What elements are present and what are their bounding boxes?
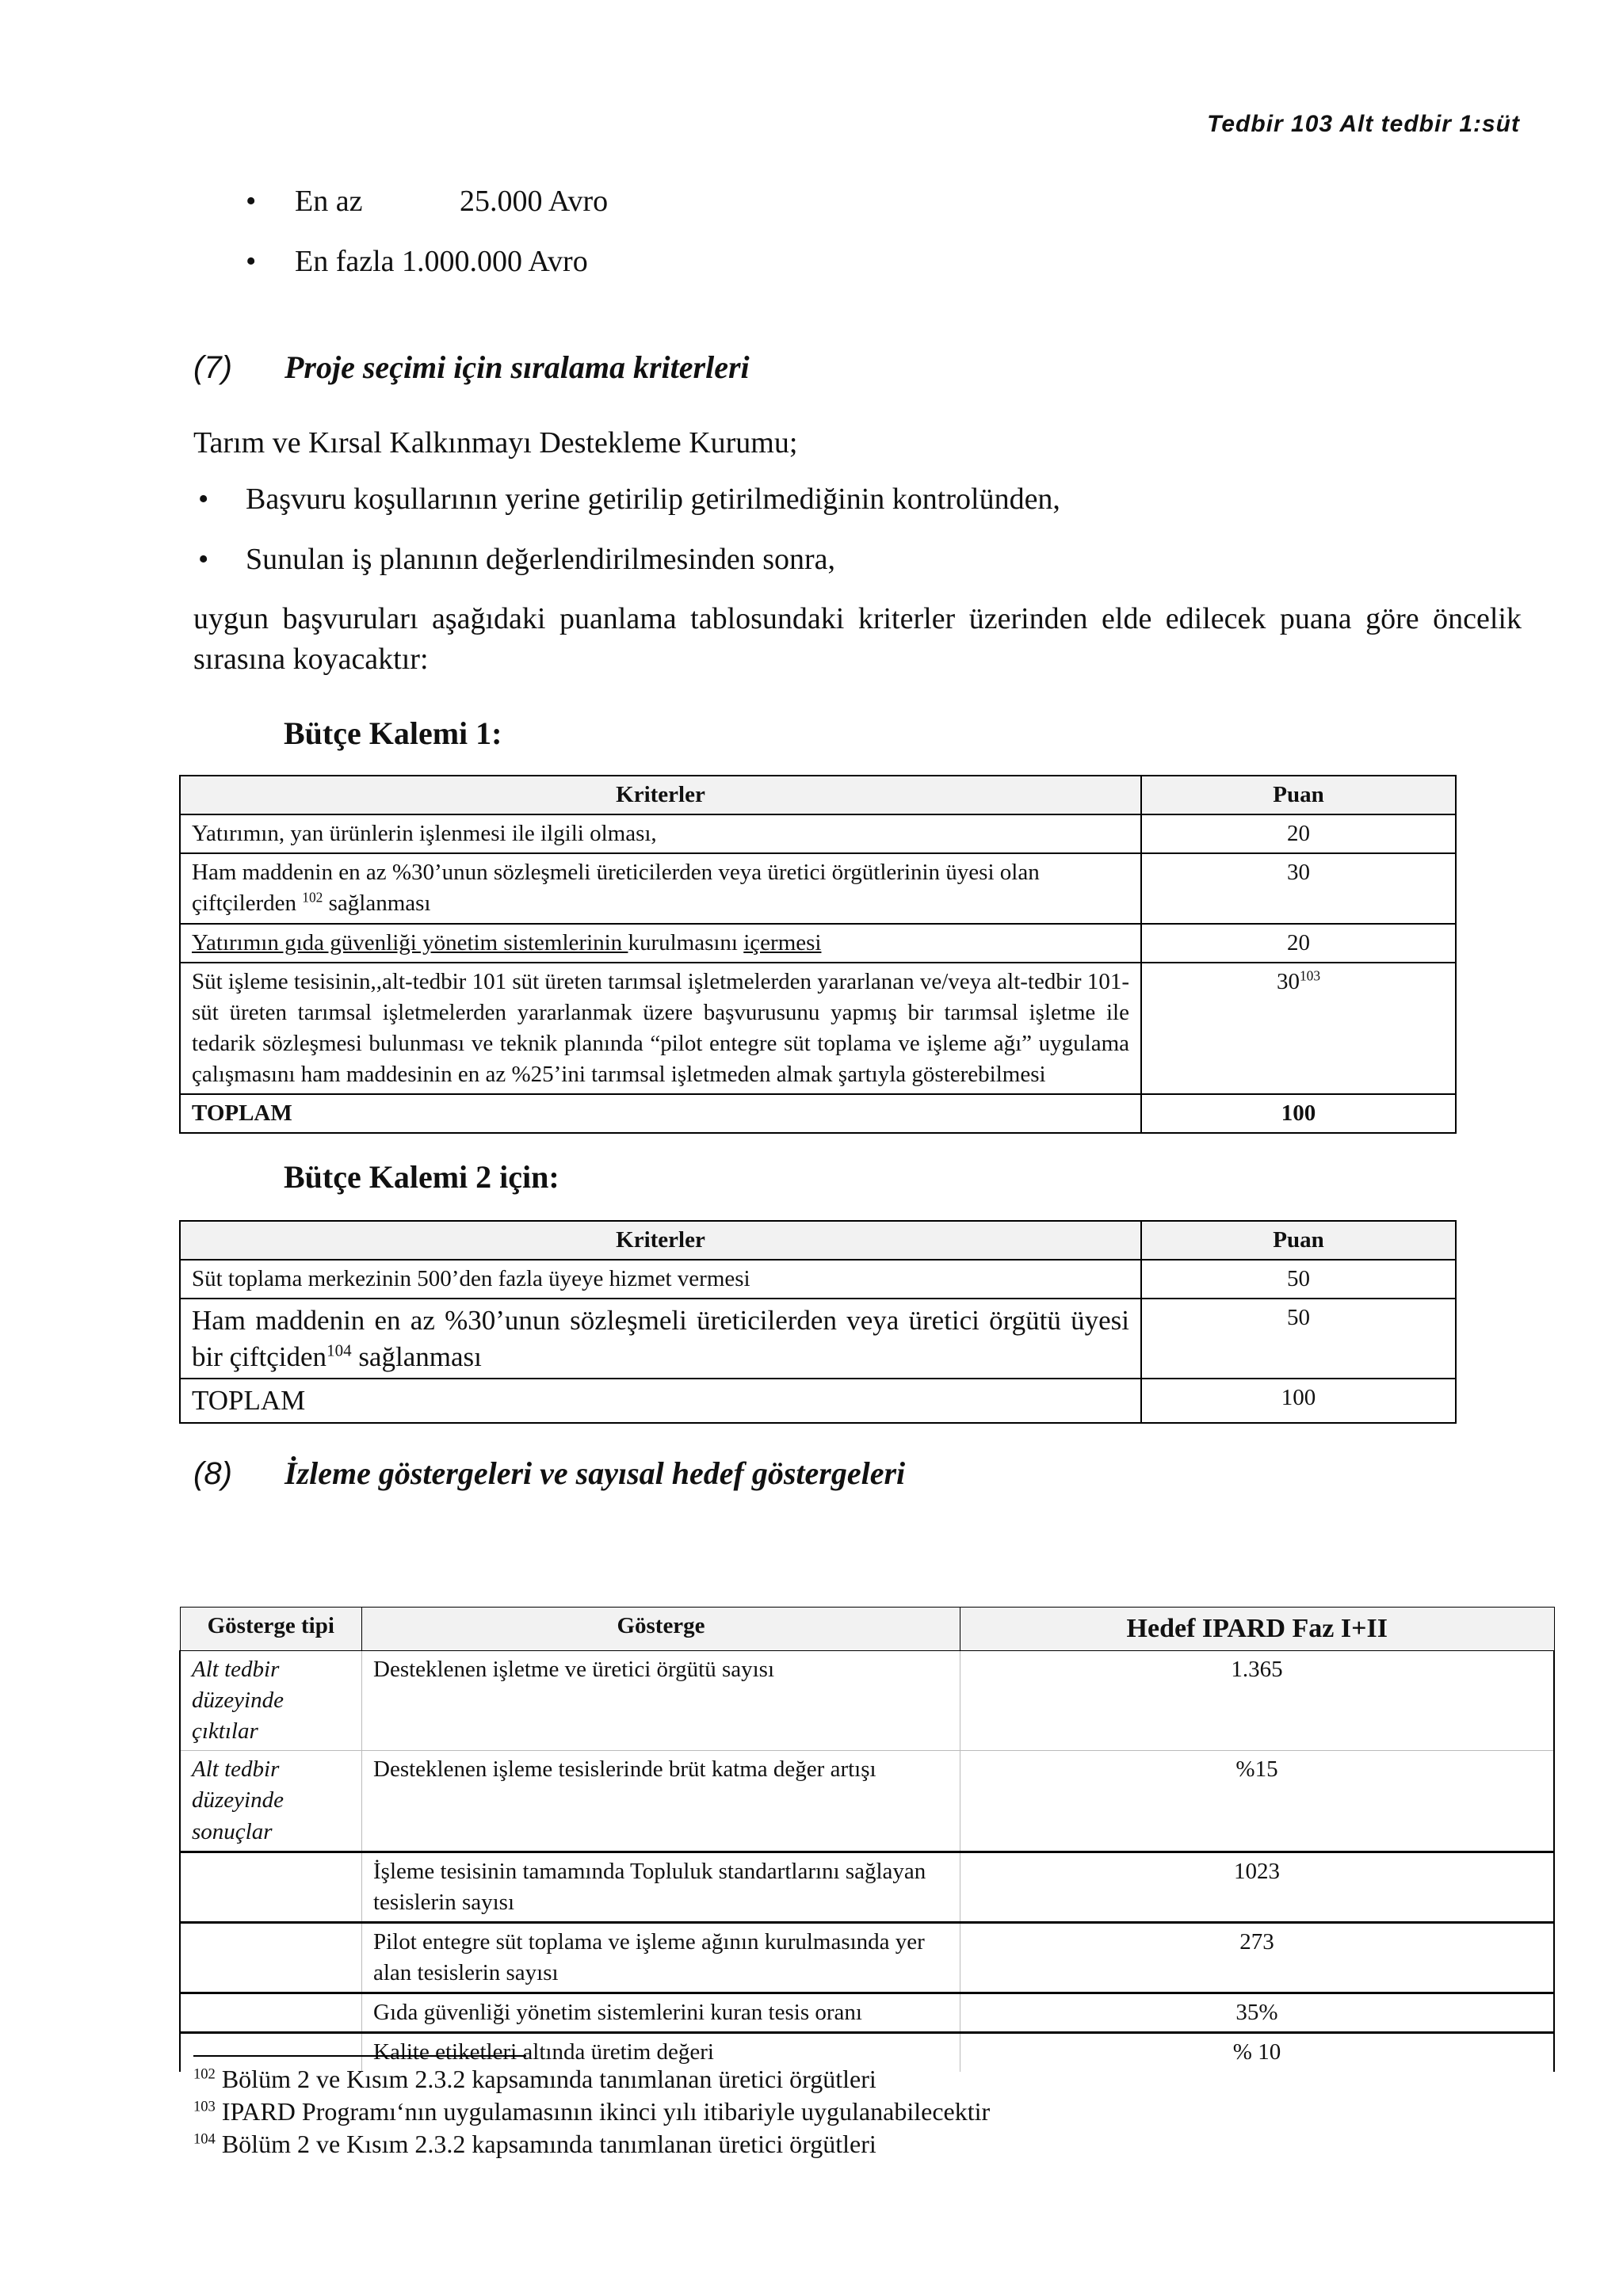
indicator-type: Alt tedbir düzeyinde çıktılar — [180, 1650, 362, 1750]
section-7-intro: Tarım ve Kırsal Kalkınmayı Destekleme Kurumu; — [193, 426, 798, 460]
total-label: TOPLAM — [180, 1379, 1141, 1423]
table-row — [180, 814, 1456, 853]
amount-value: 25.000 Avro — [460, 185, 609, 218]
budget-1-heading: Bütçe Kalemi 1: — [284, 715, 502, 751]
bullet-icon: • — [246, 245, 257, 278]
table-row — [180, 1260, 1456, 1299]
indicator-name: Gıda güvenliği yönetim sistemlerini kuran tesis oranı — [362, 1993, 960, 2033]
total-value: 100 — [1141, 1379, 1456, 1423]
score-cell: $30^{103}$ — [1141, 963, 1456, 1095]
bullet-icon: • — [246, 185, 257, 218]
score-cell: 20 — [1141, 814, 1456, 853]
list-item — [198, 482, 1060, 517]
column-header: Kriterler — [180, 776, 1141, 814]
table-row — [180, 963, 1456, 1095]
criteria-cell: Süt toplama merkezinin 500’den fazla üyeye hizmet vermesi — [180, 1260, 1141, 1299]
list-item — [198, 542, 836, 577]
footnote: $^{104}$ Bölüm 2 ve Kısım 2.3.2 kapsamında tanımlanan üretici örgütleri — [193, 2129, 876, 2158]
table-row — [180, 1923, 1554, 1993]
section-7-paragraph: uygun başvuruları aşağıdaki puanlama tablosundaki kriterler üzerinden elde edilecek puana göre öncelik sırasına koyacaktır: — [193, 602, 1522, 677]
bullet-text: Sunulan iş planının değerlendirilmesinden sonra, — [246, 543, 836, 576]
indicator-target: % 10 — [960, 2033, 1555, 2072]
bullet-icon: • — [198, 543, 209, 576]
indicator-target: 1.365 — [960, 1650, 1555, 1750]
criteria-cell: Yatırımın gıda güvenliği yönetim sistemlerinin kurulmasını içermesi — [180, 924, 1141, 963]
bullet-text: Başvuru koşullarının yerine getirilip getirilmediğinin kontrolünden, — [246, 482, 1060, 516]
indicator-target: 1023 — [960, 1852, 1555, 1922]
table-total-row — [180, 1379, 1456, 1423]
footnote: $^{102}$ Bölüm 2 ve Kısım 2.3.2 kapsamında tanımlanan üretici örgütleri — [193, 2065, 876, 2093]
budget-1-table — [179, 775, 1457, 1134]
table-row — [180, 924, 1456, 963]
table-row — [180, 853, 1456, 923]
column-header: Puan — [1141, 1221, 1456, 1260]
indicator-name: Desteklenen işleme tesislerinde brüt katma değer artışı — [362, 1751, 960, 1852]
section-number: (7) — [193, 350, 232, 385]
footnote-separator — [193, 2055, 526, 2057]
amount-label: En az — [295, 185, 363, 218]
criteria-cell: Süt işleme tesisinin,,alt-tedbir 101 süt üreten tarımsal işletmelerden yararlanan ve/veya alt-tedbir 101-süt üreten tarımsal işletmelerden yararlanmak üzere başvurusunu yapmış bir tarımsal işletme ile tedarik sözleşmesi bulunması ve teknik planında “pilot entegre süt toplama ve işleme ağı” uygulama çalışmasını ham maddesinin en az %25’ini tarımsal işletmeden almak şartıyla gösterebilmesi — [180, 963, 1141, 1095]
criteria-cell: Ham maddenin en az %30’unun sözleşmeli üreticilerden veya üretici örgütlerinin üyesi olan çiftçilerden $^{102}$ sağlanması — [180, 853, 1141, 923]
indicators-table — [179, 1607, 1555, 2072]
indicator-type: Alt tedbir düzeyinde sonuçlar — [180, 1751, 362, 1852]
indicator-target: %15 — [960, 1751, 1555, 1852]
criteria-cell: Yatırımın, yan ürünlerin işlenmesi ile ilgili olması, — [180, 814, 1141, 853]
table-row — [180, 1299, 1456, 1379]
table-row — [180, 1751, 1554, 1852]
footnote: $^{103}$ IPARD Programı‘nın uygulamasının ikinci yılı itibariyle uygulanabilecektir — [193, 2096, 991, 2126]
column-header: Gösterge tipi — [180, 1608, 362, 1651]
indicator-type — [180, 1993, 362, 2033]
indicator-name: İşleme tesisinin tamamında Topluluk standartlarını sağlayan tesislerin sayısı — [362, 1852, 960, 1922]
indicator-name: Kalite etiketleri altında üretim değeri — [362, 2033, 960, 2072]
total-label: TOPLAM — [180, 1094, 1141, 1133]
section-7-heading — [193, 349, 750, 386]
bullet-icon: • — [198, 482, 209, 516]
column-header: Gösterge — [362, 1608, 960, 1651]
indicator-target: 35% — [960, 1993, 1555, 2033]
score-cell: 20 — [1141, 924, 1456, 963]
section-title: Proje seçimi için sıralama kriterleri — [285, 349, 750, 385]
footnote-ref: 104 — [327, 1341, 352, 1360]
table-header-row — [180, 1221, 1456, 1260]
footnote-ref: 103 — [1299, 967, 1321, 984]
section-title: İzleme göstergeleri ve sayısal hedef göstergeleri — [285, 1455, 906, 1491]
table-header-row — [180, 1608, 1554, 1651]
score-cell: 30 — [1141, 853, 1456, 923]
table-header-row — [180, 776, 1456, 814]
score-cell: 50 — [1141, 1299, 1456, 1379]
indicator-name: Desteklenen işletme ve üretici örgütü sayısı — [362, 1650, 960, 1750]
table-row — [180, 1650, 1554, 1750]
footnote-ref: 102 — [302, 889, 323, 906]
table-row — [180, 1993, 1554, 2033]
column-header: Hedef IPARD Faz I+II — [960, 1608, 1555, 1651]
footnotes — [193, 2063, 990, 2161]
indicator-name: Pilot entegre süt toplama ve işleme ağının kurulmasında yer alan tesislerin sayısı — [362, 1923, 960, 1993]
column-header: Kriterler — [180, 1221, 1141, 1260]
indicator-target: 273 — [960, 1923, 1555, 1993]
page-header: Tedbir 103 Alt tedbir 1:süt — [1207, 111, 1520, 137]
table-total-row — [180, 1094, 1456, 1133]
indicator-type — [180, 1923, 362, 1993]
amount-line: En fazla 1.000.000 Avro — [295, 245, 588, 278]
score-cell: 50 — [1141, 1260, 1456, 1299]
budget-2-table — [179, 1220, 1457, 1424]
table-row — [180, 1852, 1554, 1922]
section-number: (8) — [193, 1456, 232, 1491]
indicator-type — [180, 1852, 362, 1922]
total-value: 100 — [1141, 1094, 1456, 1133]
criteria-cell: Ham maddenin en az %30’unun sözleşmeli üreticilerden veya üretici örgütü üyesi bir çiftçiden$^{104}$ sağlanması — [180, 1299, 1141, 1379]
section-8-heading — [193, 1455, 906, 1492]
budget-2-heading: Bütçe Kalemi 2 için: — [284, 1159, 559, 1195]
column-header: Puan — [1141, 776, 1456, 814]
